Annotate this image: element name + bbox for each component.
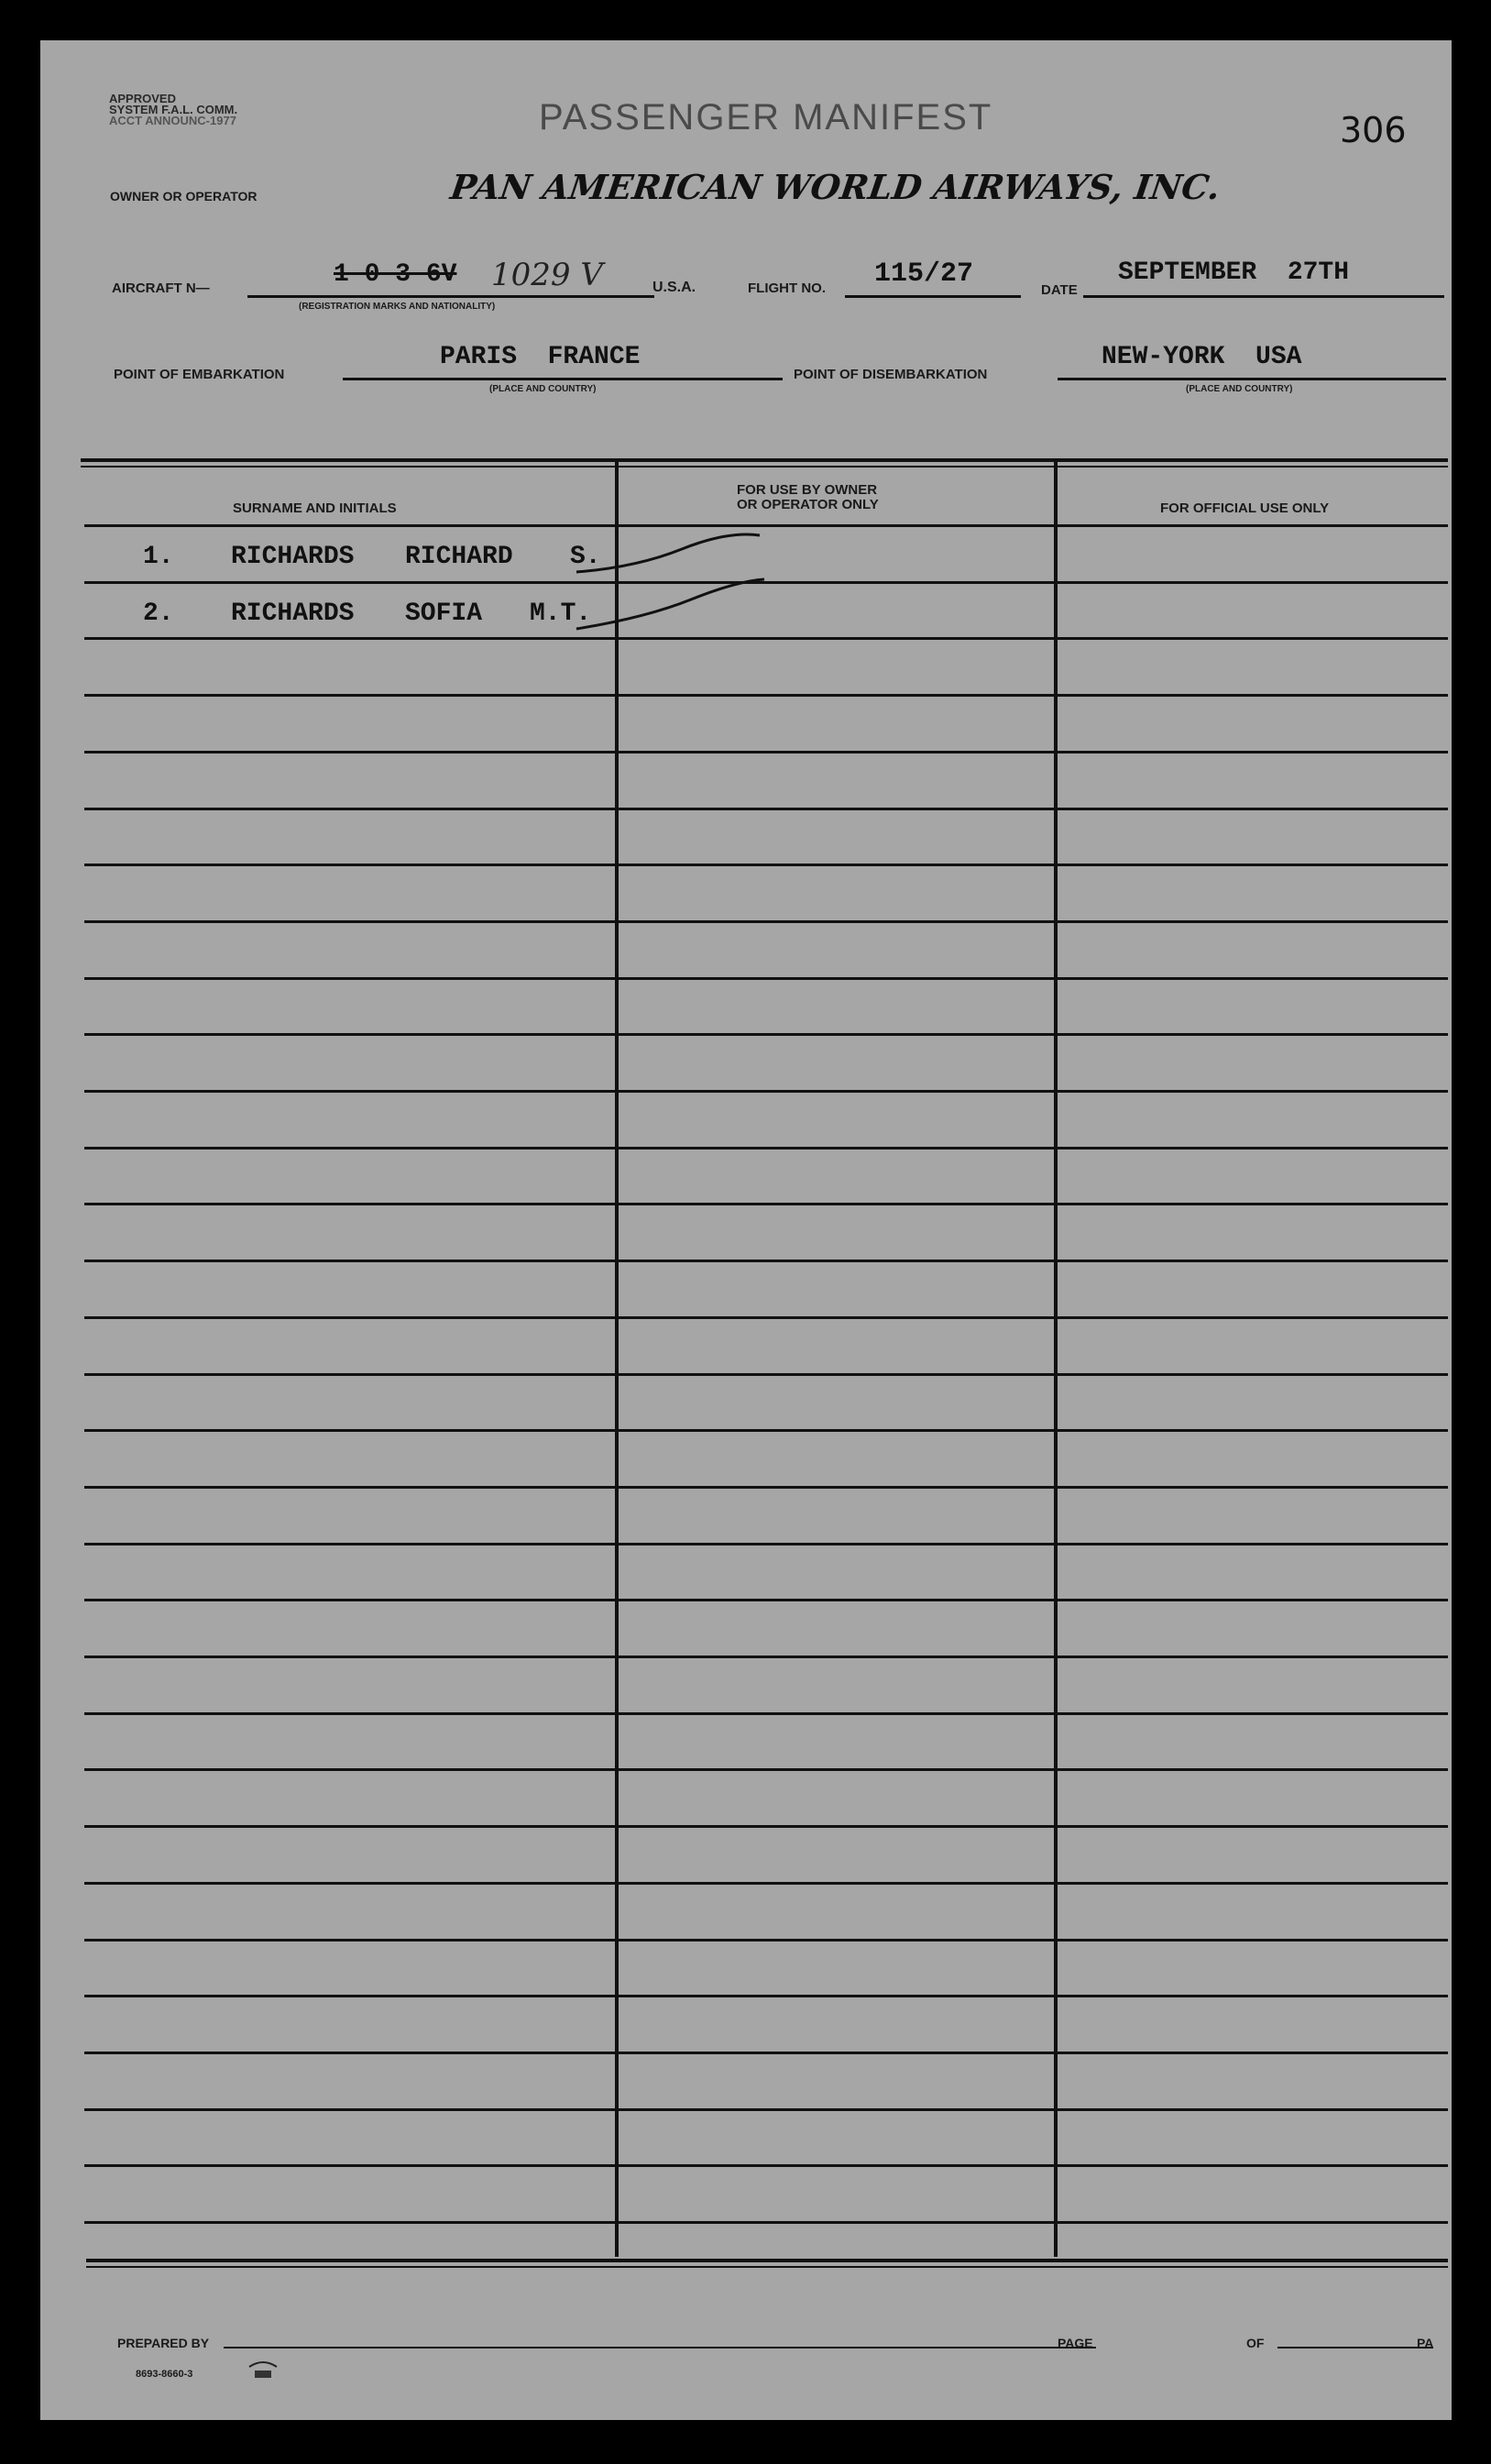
printer-seal-icon bbox=[247, 2358, 279, 2385]
table-row-rule bbox=[84, 2108, 1448, 2111]
table-row-rule bbox=[84, 2221, 1448, 2224]
form-title: PASSENGER MANIFEST bbox=[539, 97, 993, 138]
approval-line-3: ACCT ANNOUNC-1977 bbox=[109, 114, 236, 127]
table-row-rule bbox=[84, 2052, 1448, 2054]
table-row-rule bbox=[84, 920, 1448, 923]
footer-prepared-label: PREPARED BY bbox=[117, 2336, 210, 2350]
footer-of-line bbox=[1277, 2347, 1433, 2348]
passenger-2-initials: M.T. bbox=[530, 600, 592, 628]
aircraft-struck-value: 1 0 3 6V bbox=[334, 260, 457, 289]
table-row-rule bbox=[84, 1995, 1448, 1997]
owner-value: PAN AMERICAN WORLD AIRWAYS, INC. bbox=[447, 167, 1223, 207]
page-stamp: 306 bbox=[1340, 110, 1407, 150]
table-row-rule bbox=[84, 1825, 1448, 1828]
table-row-rule bbox=[84, 1768, 1448, 1771]
table-row-rule bbox=[84, 694, 1448, 697]
col-header-surname: SURNAME AND INITIALS bbox=[233, 500, 397, 516]
table-row-rule bbox=[84, 1599, 1448, 1601]
date-line bbox=[1083, 295, 1444, 298]
table-row-rule bbox=[84, 2164, 1448, 2167]
disembarkation-line bbox=[1058, 378, 1446, 380]
footer-form-number: 8693-8660-3 bbox=[136, 2369, 193, 2380]
embarkation-value: PARIS FRANCE bbox=[440, 343, 641, 371]
footer-pages-label: PA bbox=[1417, 2336, 1434, 2350]
manifest-sheet bbox=[40, 40, 1452, 2420]
disembarkation-value: NEW-YORK USA bbox=[1102, 343, 1302, 371]
table-row-rule bbox=[84, 808, 1448, 810]
owner-label: OWNER OR OPERATOR bbox=[110, 189, 258, 204]
table-row-rule bbox=[84, 1882, 1448, 1885]
footer-prepared-line bbox=[224, 2347, 1096, 2348]
column-divider-1 bbox=[615, 462, 619, 2257]
approval-line-2: SYSTEM F.A.L. COMM. bbox=[109, 103, 238, 116]
table-row-rule bbox=[84, 1656, 1448, 1658]
flight-label: FLIGHT NO. bbox=[748, 280, 826, 296]
column-divider-2 bbox=[1054, 462, 1058, 2257]
flight-value: 115/27 bbox=[874, 258, 974, 290]
aircraft-line bbox=[247, 295, 654, 298]
passenger-1-initials: S. bbox=[570, 543, 601, 571]
embarkation-label: POINT OF EMBARKATION bbox=[114, 367, 285, 382]
footer-of-label: OF bbox=[1246, 2336, 1265, 2350]
passenger-1-surname: RICHARDS bbox=[231, 543, 355, 571]
disembarkation-label: POINT OF DISEMBARKATION bbox=[794, 367, 988, 382]
approval-line-1: APPROVED bbox=[109, 92, 176, 105]
table-row-rule bbox=[84, 1939, 1448, 1942]
embarkation-line bbox=[343, 378, 783, 380]
col-header-official: FOR OFFICIAL USE ONLY bbox=[1160, 500, 1330, 516]
table-row-rule bbox=[84, 1203, 1448, 1205]
col-header-owner-2: OR OPERATOR ONLY bbox=[737, 497, 879, 512]
table-row-rule bbox=[84, 1316, 1448, 1319]
passenger-2-number: 2. bbox=[143, 600, 174, 628]
table-top-rule-2 bbox=[81, 466, 1448, 468]
table-row-rule bbox=[84, 1033, 1448, 1036]
col-header-owner-1: FOR USE BY OWNER bbox=[737, 482, 878, 498]
check-marks bbox=[572, 508, 783, 664]
table-row-rule bbox=[84, 1260, 1448, 1262]
table-row-rule bbox=[84, 864, 1448, 866]
table-row-rule bbox=[84, 1147, 1448, 1150]
table-row-rule bbox=[84, 1429, 1448, 1432]
approval-stamp bbox=[109, 94, 237, 126]
passenger-2-given: SOFIA bbox=[405, 600, 483, 628]
table-bottom-rule bbox=[86, 2259, 1448, 2262]
date-label: DATE bbox=[1041, 282, 1078, 298]
check-mark-2 bbox=[576, 579, 764, 629]
table-row-rule bbox=[84, 1543, 1448, 1546]
footer-page-label: PAGE bbox=[1058, 2336, 1093, 2350]
table-row-rule bbox=[84, 1486, 1448, 1489]
table-bottom-rule-2 bbox=[86, 2266, 1448, 2268]
aircraft-sub-label: (REGISTRATION MARKS AND NATIONALITY) bbox=[299, 302, 496, 312]
aircraft-label: AIRCRAFT N— bbox=[112, 280, 210, 296]
table-row-rule bbox=[84, 1373, 1448, 1376]
flight-line bbox=[845, 295, 1021, 298]
disembarkation-sub-label: (PLACE AND COUNTRY) bbox=[1186, 384, 1293, 394]
date-value: SEPTEMBER 27TH bbox=[1118, 258, 1350, 287]
passenger-1-given: RICHARD bbox=[405, 543, 513, 571]
passenger-1-number: 1. bbox=[143, 543, 174, 571]
aircraft-nationality: U.S.A. bbox=[652, 280, 696, 295]
check-mark-1 bbox=[576, 534, 760, 572]
table-row-rule bbox=[84, 1090, 1448, 1093]
passenger-2-surname: RICHARDS bbox=[231, 600, 355, 628]
aircraft-handwritten-value: 1029 V bbox=[491, 257, 603, 293]
table-top-rule bbox=[81, 458, 1448, 462]
table-row-rule bbox=[84, 1712, 1448, 1715]
embarkation-sub-label: (PLACE AND COUNTRY) bbox=[489, 384, 597, 394]
table-row-rule bbox=[84, 751, 1448, 754]
table-row-rule bbox=[84, 977, 1448, 980]
